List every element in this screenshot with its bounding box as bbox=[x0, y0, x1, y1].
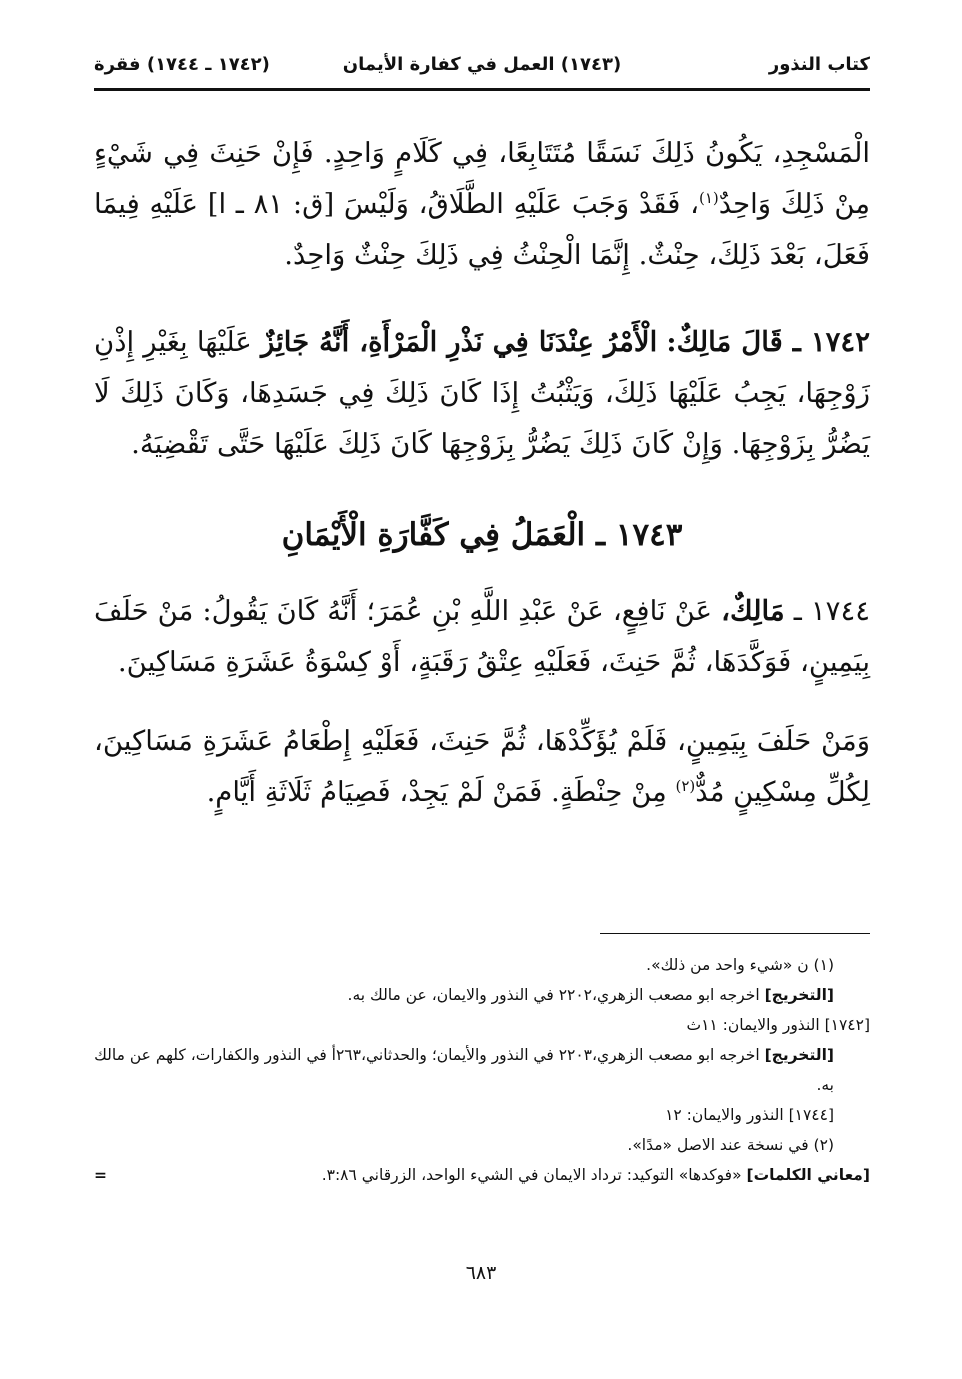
paragraph-1742 bbox=[94, 317, 870, 470]
page-number: ٦٨٣ bbox=[465, 1262, 497, 1284]
footnote-marker-1: (١) bbox=[698, 188, 719, 207]
header-chapter-title: (١٧٤٣) العمل في كفارة الأيمان bbox=[342, 54, 622, 75]
para-1742-bold: الْأَمْرُ عِنْدَنَا فِي نَذْرِ الْمَرْأَةِ، أَنَّهُ جَائِزٌ bbox=[260, 326, 658, 358]
para-1744-rest: عَنْ نَافِعٍ، عَنْ عَبْدِ اللَّهِ بْنِ عُمَرَ؛ أَنَّهُ كَانَ يَقُولُ: مَنْ حَلَفَ بِيَمِينٍ، فَوَكَّدَهَا، ثُمَّ حَنِثَ، فَعَلَيْهِ عِتْقُ رَقَبَةٍ، أَوْ كِسْوَةُ عَشَرَةِ مَسَاكِينَ. bbox=[94, 595, 870, 678]
para-1744-name: مَالِكٌ، bbox=[721, 595, 785, 627]
glossary-label: [معاني الكلمات] bbox=[746, 1166, 870, 1184]
footnote-takhrij-1742 bbox=[94, 1040, 870, 1100]
section-heading-1743: ١٧٤٣ ـ الْعَمَلُ فِي كَفَّارَةِ الْأَيْمَانِ bbox=[281, 517, 683, 553]
para-1744-number: ١٧٤٤ ـ bbox=[793, 595, 870, 627]
footnote-1: (١) ن «شيء واحد من ذلك». bbox=[646, 956, 834, 974]
takhrij-text: اخرجه ابو مصعب الزهري،٢٢٠٢ في النذور والايمان، عن مالك به. bbox=[347, 986, 765, 1004]
footnote-ref-1744: [١٧٤٤] النذور والايمان: ١٢ bbox=[665, 1106, 834, 1124]
main-text bbox=[94, 128, 870, 818]
footnotes bbox=[94, 950, 870, 1190]
takhrij-label-2: [التخريج] bbox=[764, 1046, 834, 1064]
paragraph-continuation bbox=[94, 128, 870, 281]
paragraph-1744-cont bbox=[94, 716, 870, 818]
footnote-glossary bbox=[94, 1160, 870, 1190]
continuation-mark: = bbox=[94, 1166, 107, 1184]
para1-text-cont: ، فَقَدْ وَجَبَ عَلَيْهِ الطَّلَاقُ، وَلَيْسَ [ق: ٨١ ـ ا] عَلَيْهِ فِيمَا فَعَلَ، بَعْدَ ذَلِكَ، حِنْثٌ. إِنَّمَا الْحِنْثُ فِي ذَلِكَ حِنْثٌ وَاحِدٌ. bbox=[94, 188, 870, 271]
header-book-section: كتاب النذور bbox=[768, 54, 870, 75]
footnote-marker-2: (٢) bbox=[675, 776, 696, 795]
takhrij-label: [التخريج] bbox=[764, 986, 834, 1004]
footnote-ref-1742: [١٧٤٢] النذور والايمان: ١١ث bbox=[686, 1016, 870, 1034]
footnote-takhrij-1 bbox=[94, 980, 870, 1010]
para-1742-rest: عَلَيْهَا بِغَيْرِ إِذْنِ زَوْجِهَا، يَجِبُ عَلَيْهَا ذَلِكَ، وَيَثْبُتُ إِذَا كَانَ ذَلِكَ فِي جَسَدِهَا، وَكَانَ ذَلِكَ لَا يَضُرُّ بِزَوْجِهَا. وَإِنْ كَانَ ذَلِكَ يَضُرُّ بِزَوْجِهَا كَانَ ذَلِكَ عَلَيْهَا حَتَّى تَقْضِيَهُ. bbox=[94, 326, 870, 460]
header-paragraph-range: (١٧٤٢ ـ ١٧٤٤) فقرة bbox=[94, 54, 270, 75]
running-header bbox=[94, 44, 870, 91]
para1-text: الْمَسْجِدِ، يَكُونُ ذَلِكَ نَسَقًا مُتَتَابِعًا، فِي كَلَامٍ وَاحِدٍ. فَإِنْ حَنِثَ فِي شَيْءٍ مِنْ ذَلِكَ وَاحِدٌ bbox=[94, 137, 870, 220]
para4-text-cont: مِنْ حِنْطَةٍ. فَمَنْ لَمْ يَجِدْ، فَصِيَامُ ثَلَاثَةِ أَيَّامٍ. bbox=[206, 776, 676, 808]
paragraph-1744 bbox=[94, 586, 870, 688]
footnote-2: (٢) في نسخة عند الاصل «مدًا». bbox=[627, 1136, 834, 1154]
glossary-text: «فوكدها» التوكيد: ترداد الايمان في الشيء الواحد، الزرقاني ٣:٨٦. bbox=[321, 1166, 747, 1184]
para4-text: وَمَنْ حَلَفَ بِيَمِينٍ، فَلَمْ يُؤَكِّدْهَا، ثُمَّ حَنِثَ، فَعَلَيْهِ إِطْعَامُ عَشَرَةِ مَسَاكِينَ، لِكُلِّ مِسْكِينٍ مُدٌّ bbox=[94, 725, 870, 808]
takhrij-1742-text: اخرجه ابو مصعب الزهري،٢٢٠٣ في النذور والأيمان؛ والحدثاني،٢٦٣أ في النذور والكفارات، كلهم عن مالك به. bbox=[94, 1046, 834, 1094]
footnote-divider bbox=[600, 933, 870, 934]
para-1742-lead: ١٧٤٢ ـ قَالَ مَالِكٌ: bbox=[666, 326, 870, 358]
